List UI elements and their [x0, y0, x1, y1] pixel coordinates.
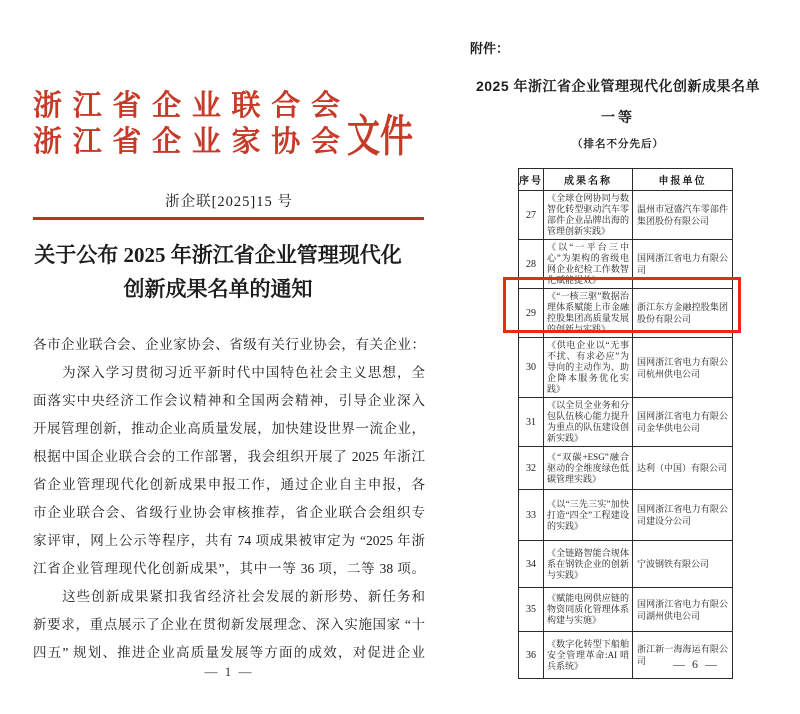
body-line: 开展管理创新，推动企业高质量发展，加快建设世界一流企业， — [33, 421, 425, 436]
document-body — [33, 331, 425, 667]
issuing-org-header — [33, 88, 340, 160]
result-name: 《以“三先三实”加快打造“四全”工程建设的实践》 — [544, 490, 633, 541]
red-divider-rule — [33, 217, 424, 220]
result-name: 《“一核三驱”数据治理体系赋能上市金融控股集团高质量发展的创新与实践》 — [544, 289, 633, 338]
result-unit: 国网浙江省电力有限公司金华供电公司 — [633, 398, 733, 447]
col-header-name: 成果名称 — [544, 169, 633, 191]
result-unit: 宁波钢铁有限公司 — [633, 541, 733, 588]
result-no: 33 — [519, 490, 544, 541]
table-row — [519, 541, 733, 588]
body-line: 家评审，网上公示等程序，共有 74 项成果被审定为 “2025 年浙 — [33, 533, 425, 548]
result-no: 28 — [519, 240, 544, 289]
table-row — [519, 447, 733, 490]
body-line: 为深入学习贯彻习近平新时代中国特色社会主义思想，全 — [33, 365, 425, 380]
result-name: 《以“一平台三中心”为架构的省级电网企业纪检工作数智化赋能提效》 — [544, 240, 633, 289]
col-header-unit: 申报单位 — [633, 169, 733, 191]
result-no: 36 — [519, 632, 544, 679]
table-row — [519, 338, 733, 398]
page-number-6: — 6 — — [673, 657, 719, 671]
body-line: 这些创新成果紧扣我省经济社会发展的新形势、新任务和 — [33, 589, 425, 604]
table-row — [519, 588, 733, 632]
table-header-row — [519, 169, 733, 191]
result-name: 《供电企业以“无事不扰、有求必应”为导向的主动作为、助企降本服务优化实践》 — [544, 338, 633, 398]
col-header-no: 序号 — [519, 169, 544, 191]
document-title — [22, 238, 414, 306]
result-unit: 国网浙江省电力有限公司建设分公司 — [633, 490, 733, 541]
body-line: 面落实中央经济工作会议精神和全国两会精神，引导企业深入 — [33, 393, 425, 408]
document-number: 浙企联[2025]15 号 — [165, 194, 293, 210]
result-unit: 国网浙江省电力有限公司杭州供电公司 — [633, 338, 733, 398]
body-line: 江省企业管理现代化创新成果”，其中一等 36 项，二等 38 项。 — [33, 561, 425, 576]
result-no: 27 — [519, 191, 544, 240]
results-table — [518, 168, 733, 679]
result-name: 《“双碳+ESG”融合驱动的全维度绿色低碳管理实践》 — [544, 447, 633, 490]
result-name: 《数字化转型下船舶安全管理革命:AI 哨兵系统》 — [544, 632, 633, 679]
result-no: 31 — [519, 398, 544, 447]
attachment-subtitle: 一等 — [601, 109, 635, 125]
result-unit: 浙江东方金融控股集团股份有限公司 — [633, 289, 733, 338]
result-unit: 国网浙江省电力有限公司湖州供电公司 — [633, 588, 733, 632]
body-line: 四五” 规划、推进企业高质量发展等方面的成效，对促进企业 — [33, 645, 425, 660]
document-title-line-1: 关于公布 2025 年浙江省企业管理现代化 — [34, 243, 402, 267]
document-title-line-2: 创新成果名单的通知 — [123, 277, 313, 301]
result-unit: 国网浙江省电力有限公司 — [633, 240, 733, 289]
body-line: 省企业管理现代化创新成果申报工作，通过企业自主申报，各 — [33, 477, 425, 492]
table-row — [519, 191, 733, 240]
table-row-highlighted — [519, 289, 733, 338]
result-unit: 浙江新一海海运有限公司 — [633, 632, 733, 679]
result-no: 29 — [519, 289, 544, 338]
result-no: 32 — [519, 447, 544, 490]
attachment-title: 2025 年浙江省企业管理现代化创新成果名单 — [475, 78, 761, 94]
attachment-note: （排名不分先后） — [572, 138, 664, 150]
result-unit: 温州市冠盛汽车零部件集团股份有限公司 — [633, 191, 733, 240]
document-type-label: 文件 — [347, 112, 413, 161]
body-line: 根据中国企业联合会的工作部署，我会组织开展了 2025 年浙江 — [33, 449, 425, 464]
body-line: 各市企业联合会、企业家协会、省级有关行业协会，有关企业： — [33, 337, 425, 352]
result-no: 30 — [519, 338, 544, 398]
org-name-line-2: 浙江省企业家协会 — [33, 126, 340, 158]
body-line: 新要求，重点展示了企业在贯彻新发展理念、深入实施国家 “十 — [33, 617, 425, 632]
page-number-1: — 1 — — [204, 664, 254, 679]
result-no: 35 — [519, 588, 544, 632]
table-row — [519, 398, 733, 447]
attachment-label: 附件： — [470, 41, 510, 56]
table-row — [519, 240, 733, 289]
document-page-6 — [436, 0, 800, 714]
result-no: 34 — [519, 541, 544, 588]
result-name: 《赋能电网供应链的物资同质化管理体系构建与实施》 — [544, 588, 633, 632]
result-unit: 达利（中国）有限公司 — [633, 447, 733, 490]
result-name: 《全球仓网协同与数智化转型驱动汽车零部件企业品牌出海的管理创新实践》 — [544, 191, 633, 240]
result-name: 《以全员全业务和分包队伍核心能力提升为重点的队伍建设创新实践》 — [544, 398, 633, 447]
org-name-line-1: 浙江省企业联合会 — [33, 90, 340, 122]
body-line: 市企业联合会、省级行业协会审核推荐，省企业联合会组织专 — [33, 505, 425, 520]
result-name: 《全链路智能合规体系在钢铁企业的创新与实践》 — [544, 541, 633, 588]
table-row — [519, 490, 733, 541]
